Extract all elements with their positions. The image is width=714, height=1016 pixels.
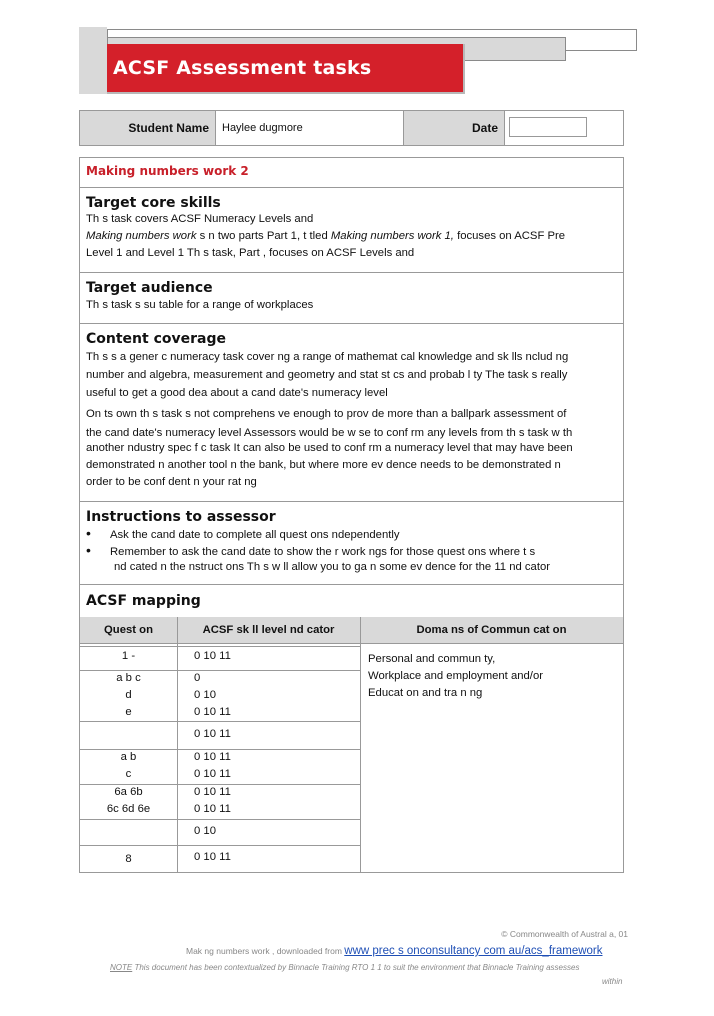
target-core-line: Th s task covers ACSF Numeracy Levels and <box>86 213 314 225</box>
page-title: ACSF Assessment tasks <box>113 57 372 79</box>
target-audience-section <box>80 273 623 324</box>
footer-download <box>186 945 603 957</box>
table-cell-level: 0 10 11 <box>194 803 231 815</box>
column-header-domains: Doma ns of Commun cat on <box>416 624 567 636</box>
table-row-divider <box>80 784 360 785</box>
table-cell-question: a b c <box>116 672 141 684</box>
table-cell-question: 1 - <box>121 650 136 662</box>
footer-note-end: within <box>602 977 623 986</box>
target-audience-text: Th s task s su table for a range of workplaces <box>86 299 314 311</box>
table-cell-level: 0 10 <box>194 825 216 837</box>
domain-item: Educat on and tra n ng <box>368 687 483 699</box>
table-cell-level: 0 10 11 <box>194 650 231 662</box>
date-field[interactable] <box>509 117 587 137</box>
table-row-divider <box>80 845 360 846</box>
column-header-level: ACSF sk ll level nd cator <box>202 624 335 636</box>
table-cell-question: e <box>125 706 132 718</box>
target-core-line <box>86 228 565 245</box>
footer-note <box>110 963 579 972</box>
italic-text: Making numbers work 1, <box>330 230 454 242</box>
content-line: number and algebra, measurement and geometry and stat st cs and probab l ty The task s really <box>86 369 568 381</box>
footer-note-text: This document has been contextualized by Binnacle Training RTO 1 1 to suit the environment that Binnacle Training assesses <box>132 963 580 972</box>
table-cell-level: 0 10 11 <box>194 786 231 798</box>
text-span: s n two parts Part 1, t tled <box>196 230 331 242</box>
mapping-table-header <box>80 617 623 644</box>
content-line: order to be conf dent n your rat ng <box>86 476 257 488</box>
content-coverage-section <box>80 324 623 502</box>
table-cell-level: 0 <box>194 672 201 684</box>
student-name-field[interactable]: Haylee dugmore <box>216 111 404 145</box>
student-name-label: Student Name <box>80 111 216 145</box>
table-cell-level: 0 10 <box>194 689 216 701</box>
content-line: the cand date's numeracy level Assessors would be w se to conf rm any levels from th s task w th <box>86 427 573 439</box>
date-label: Date <box>404 111 505 145</box>
task-document <box>79 157 624 873</box>
date-cell <box>505 111 623 145</box>
table-cell-level: 0 10 11 <box>194 751 231 763</box>
table-cell-level: 0 10 11 <box>194 728 231 740</box>
content-line: another ndustry spec f c task It can also be used to conf rm a numeracy level that may have been <box>86 442 573 454</box>
target-core-section <box>80 188 623 273</box>
instruction-bullet <box>86 525 400 541</box>
table-row-divider <box>80 819 360 820</box>
target-core-heading: Target core skills <box>86 195 221 211</box>
instruction-bullet <box>86 542 536 558</box>
domain-item: Personal and commun ty, <box>368 653 496 665</box>
bullet-icon: • <box>86 525 91 541</box>
content-line: Th s s a gener c numeracy task cover ng a range of mathemat cal knowledge and sk lls nclud ng <box>86 351 569 363</box>
table-cell-level: 0 10 11 <box>194 768 231 780</box>
table-column-divider <box>360 617 361 873</box>
mapping-heading-section <box>80 585 623 617</box>
instructions-heading: Instructions to assessor <box>86 509 276 525</box>
italic-text: Making numbers work <box>86 230 197 242</box>
text-span: focuses on ACSF Pre <box>453 230 566 242</box>
table-cell-level: 0 10 11 <box>194 706 231 718</box>
footer-note-label: NOTE <box>110 963 133 972</box>
footer-download-text: Mak ng numbers work , downloaded from <box>186 946 345 956</box>
mapping-heading: ACSF mapping <box>86 593 201 609</box>
task-subtitle-section <box>80 158 623 188</box>
target-audience-heading: Target audience <box>86 280 213 296</box>
header-grey-block <box>79 27 107 94</box>
table-cell-question: 8 <box>125 853 132 865</box>
content-line: demonstrated n another tool n the bank, but where more ev dence needs to be demonstrated n <box>86 459 561 471</box>
table-row-divider <box>80 646 360 647</box>
table-cell-question: c <box>125 768 132 780</box>
table-cell-question: 6a 6b <box>114 786 143 798</box>
footer-link[interactable]: www prec s onconsultancy com au/acs_framework <box>344 945 603 957</box>
instructions-section <box>80 502 623 585</box>
column-header-question: Quest on <box>104 624 153 636</box>
table-column-divider <box>177 617 178 873</box>
target-core-line: Level 1 and Level 1 Th s task, Part , focuses on ACSF Levels and <box>86 247 415 259</box>
student-info-row <box>79 110 624 146</box>
bullet-text: Ask the cand date to complete all quest ons ndependently <box>110 529 400 541</box>
table-row-divider <box>80 749 360 750</box>
table-cell-question: a b <box>120 751 137 763</box>
content-line: useful to get a good dea about a cand date's numeracy level <box>86 387 388 399</box>
instruction-continuation: nd cated n the nstruct ons Th s w ll allow you to ga n some ev dence for the 11 nd cator <box>114 561 551 573</box>
bullet-text: Remember to ask the cand date to show the r work ngs for those quest ons where t s <box>110 546 536 558</box>
table-cell-level: 0 10 11 <box>194 851 231 863</box>
domain-item: Workplace and employment and/or <box>368 670 543 682</box>
content-line: On ts own th s task s not comprehens ve enough to prov de more than a ballpark assessment of <box>86 408 567 420</box>
content-coverage-heading: Content coverage <box>86 331 226 347</box>
task-subtitle: Making numbers work 2 <box>86 164 249 178</box>
table-cell-question: d <box>125 689 132 701</box>
footer-copyright: © Commonwealth of Austral a, 01 <box>501 929 628 939</box>
table-row-divider <box>80 670 360 671</box>
table-row-divider <box>80 721 360 722</box>
table-cell-question: 6c 6d 6e <box>106 803 151 815</box>
bullet-icon: • <box>86 542 91 558</box>
